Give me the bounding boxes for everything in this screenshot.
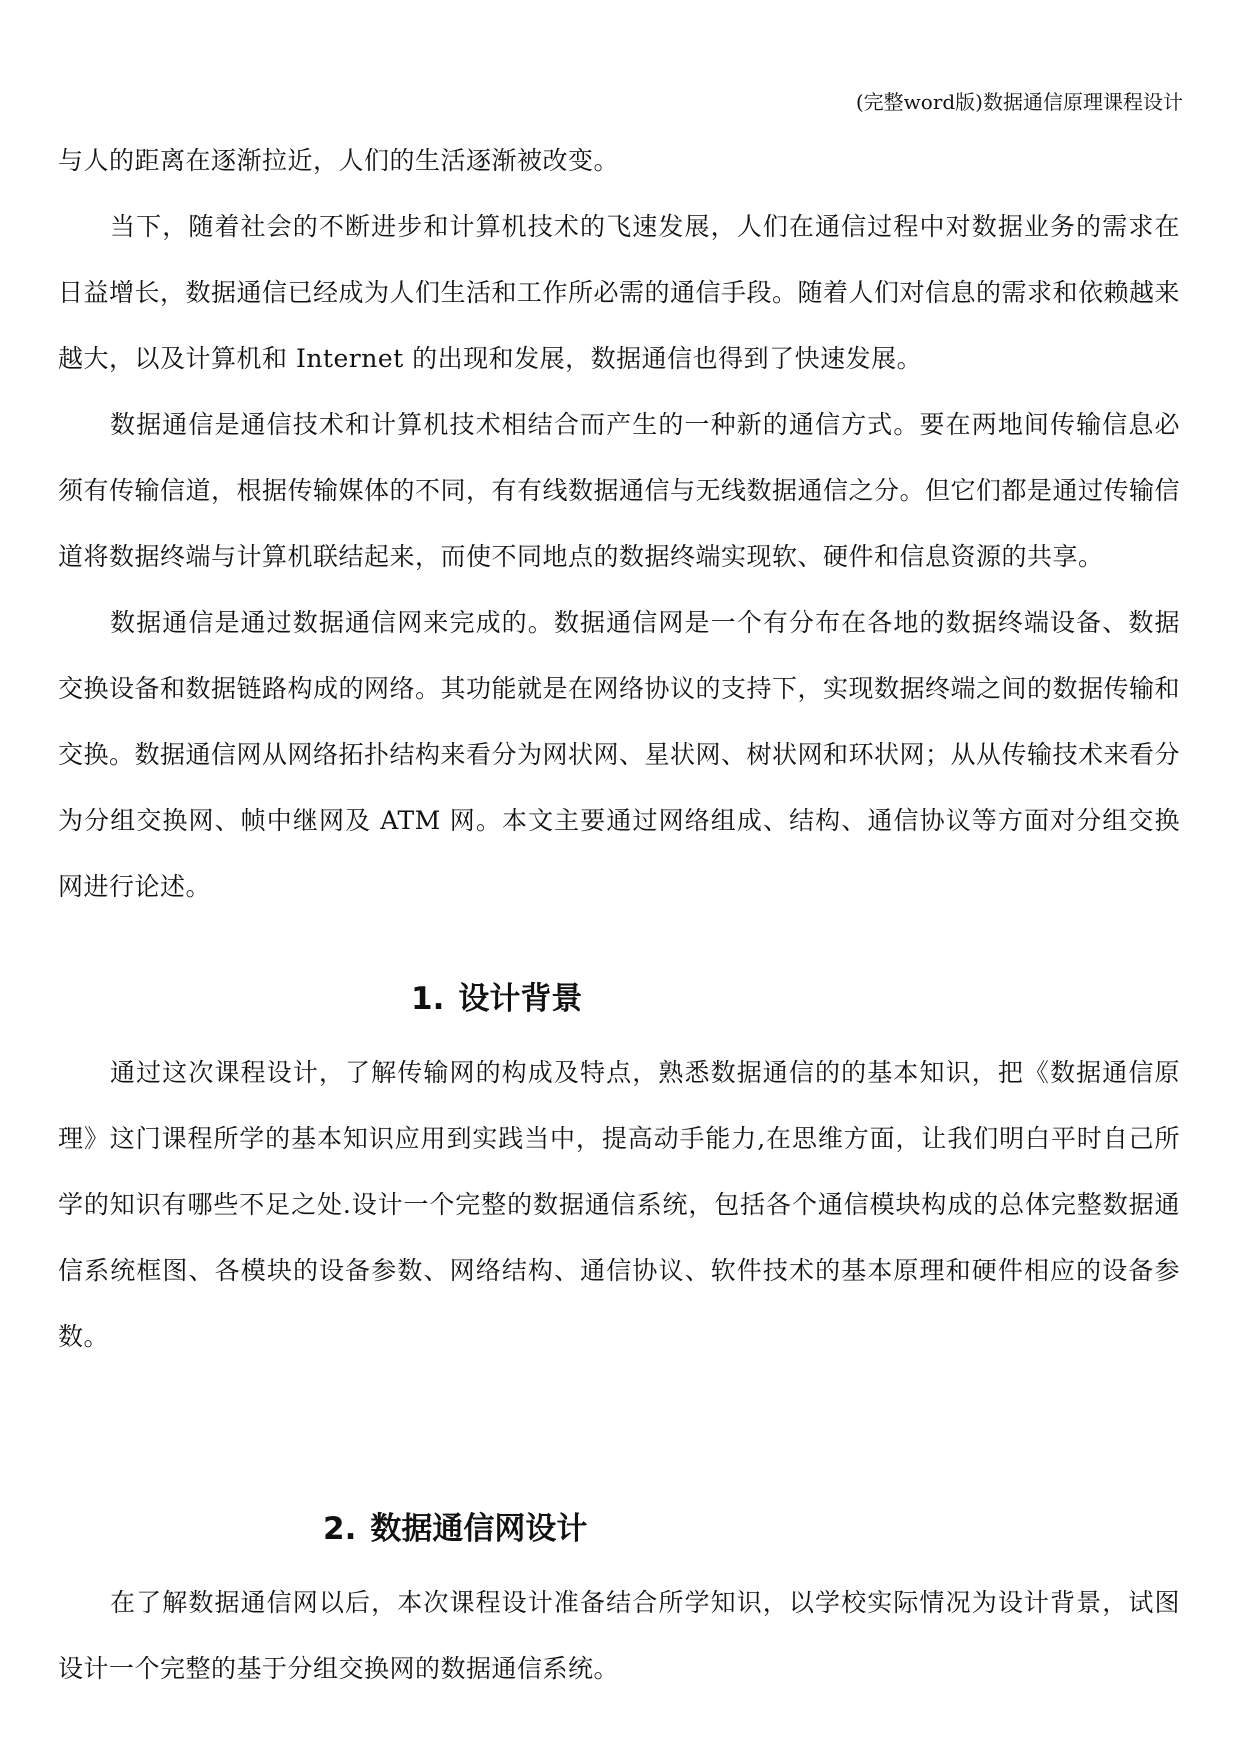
section-title: 数据通信网设计 (370, 1511, 588, 1547)
intro-paragraph-continued: 与人的距离在逐渐拉近，人们的生活逐渐被改变。 (58, 146, 620, 175)
section-heading-1 (58, 958, 1180, 1040)
intro-paragraph: 数据通信是通过数据通信网来完成的。数据通信网是一个有分布在各地的数据终端设备、数据交换设备和数据链路构成的网络。其功能就是在网络协议的支持下，实现数据终端之间的数据传输和交换。数据通信网从网络拓扑结构来看分为网状网、星状网、树状网和环状网；从从传输技术来看分为分组交换网、帧中继网及 ATM 网。本文主要通过网络组成、结构、通信协议等方面对分组交换网进行论述。 (58, 608, 1181, 901)
section-number: 1. (411, 981, 445, 1017)
intro-paragraph: 当下，随着社会的不断进步和计算机技术的飞速发展，人们在通信过程中对数据业务的需求在日益增长，数据通信已经成为人们生活和工作所必需的通信手段。随着人们对信息的需求和依赖越来越大，以及计算机和 Internet 的出现和发展，数据通信也得到了快速发展。 (58, 212, 1181, 373)
section-2-paragraph: 在了解数据通信网以后，本次课程设计准备结合所学知识，以学校实际情况为设计背景，试图设计一个完整的基于分组交换网的数据通信系统。 (58, 1588, 1180, 1683)
document-body (58, 128, 1180, 1702)
intro-paragraph: 数据通信是通信技术和计算机技术相结合而产生的一种新的通信方式。要在两地间传输信息必须有传输信道，根据传输媒体的不同，有有线数据通信与无线数据通信之分。但它们都是通过传输信道将数据终端与计算机联结起来，而使不同地点的数据终端实现软、硬件和信息资源的共享。 (58, 410, 1181, 571)
section-number: 2. (323, 1511, 357, 1547)
page-header: (完整word版)数据通信原理课程设计 (855, 90, 1183, 114)
section-1-paragraph: 通过这次课程设计，了解传输网的构成及特点，熟悉数据通信的的基本知识，把《数据通信原理》这门课程所学的基本知识应用到实践当中，提高动手能力,在思维方面，让我们明白平时自己所学的知识有哪些不足之处.设计一个完整的数据通信系统，包括各个通信模块构成的总体完整数据通信系统框图、各模块的设备参数、网络结构、通信协议、软件技术的基本原理和硬件相应的设备参数。 (58, 1058, 1180, 1351)
section-title: 设计背景 (458, 981, 583, 1017)
section-heading-2 (58, 1488, 1180, 1570)
